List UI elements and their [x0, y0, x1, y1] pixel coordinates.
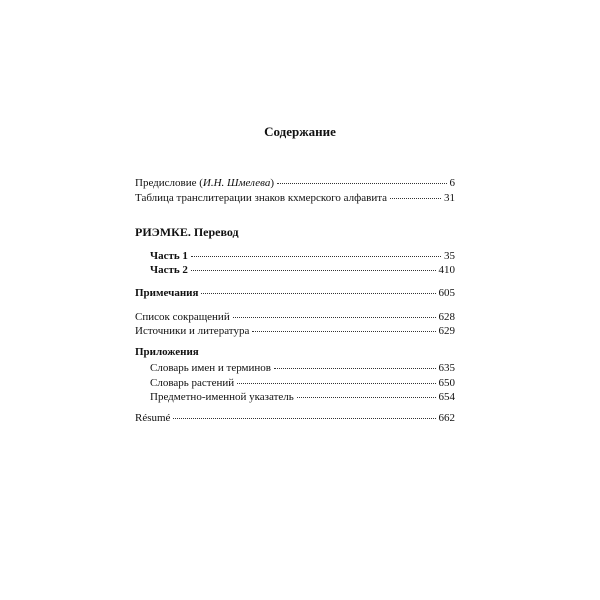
toc-entry-part-2: [150, 264, 455, 277]
toc-page-number: 635: [438, 362, 455, 374]
toc-page-number: 31: [444, 192, 455, 204]
leader-dots: [191, 270, 436, 271]
toc-entry-label: Список сокращений: [135, 311, 230, 323]
leader-dots: [297, 397, 436, 398]
page-title: Содержание: [264, 124, 336, 139]
toc-entry-preface: [135, 177, 455, 190]
leader-dots: [201, 293, 435, 294]
section-heading-translation: РИЭМКЕ. Перевод: [135, 225, 239, 239]
toc-page-number: 628: [438, 311, 455, 323]
toc-page-number: 629: [438, 325, 455, 337]
toc-entry-label: Часть 1: [150, 250, 188, 262]
toc-entry-glossary: [150, 362, 455, 375]
toc-entry-label: Предисловие (И.Н. Шмелева): [135, 177, 274, 189]
toc-entry-label: Словарь растений: [150, 377, 235, 389]
leader-dots: [237, 383, 435, 384]
toc-page-number: 6: [449, 177, 455, 189]
leader-dots: [390, 198, 441, 199]
toc-entry-notes: [135, 287, 455, 300]
toc-entry-label: Таблица транслитерации знаков кхмерского алфавита: [135, 192, 388, 204]
section-heading-appendices: Приложения: [135, 346, 199, 358]
toc-entry-abbreviations: [135, 311, 455, 324]
toc-entry-label: Примечания: [135, 287, 199, 299]
leader-dots: [277, 183, 447, 184]
toc-page-number: 654: [438, 391, 455, 403]
toc-entry-label: Источники и литература: [135, 325, 250, 337]
toc-entry-index: [150, 391, 455, 404]
leader-dots: [252, 331, 435, 332]
toc-entry-label: Предметно-именной указатель: [150, 391, 294, 403]
toc-entry-sources: [135, 325, 455, 338]
toc-entry-part-1: [150, 250, 455, 263]
leader-dots: [233, 317, 436, 318]
toc-entry-resume: [135, 412, 455, 425]
toc-page-number: 35: [444, 250, 455, 262]
toc-page-number: 662: [438, 412, 455, 424]
toc-entry-label: Часть 2: [150, 264, 188, 276]
toc-page-number: 650: [438, 377, 455, 389]
toc-entry-transliteration-table: [135, 192, 455, 205]
toc-page-number: 605: [438, 287, 455, 299]
toc-page-number: 410: [438, 264, 455, 276]
leader-dots: [274, 368, 436, 369]
toc-entry-plants: [150, 377, 455, 390]
leader-dots: [191, 256, 441, 257]
toc-entry-label: Résumé: [135, 412, 171, 424]
leader-dots: [173, 418, 435, 419]
toc-entry-label: Словарь имен и терминов: [150, 362, 271, 374]
